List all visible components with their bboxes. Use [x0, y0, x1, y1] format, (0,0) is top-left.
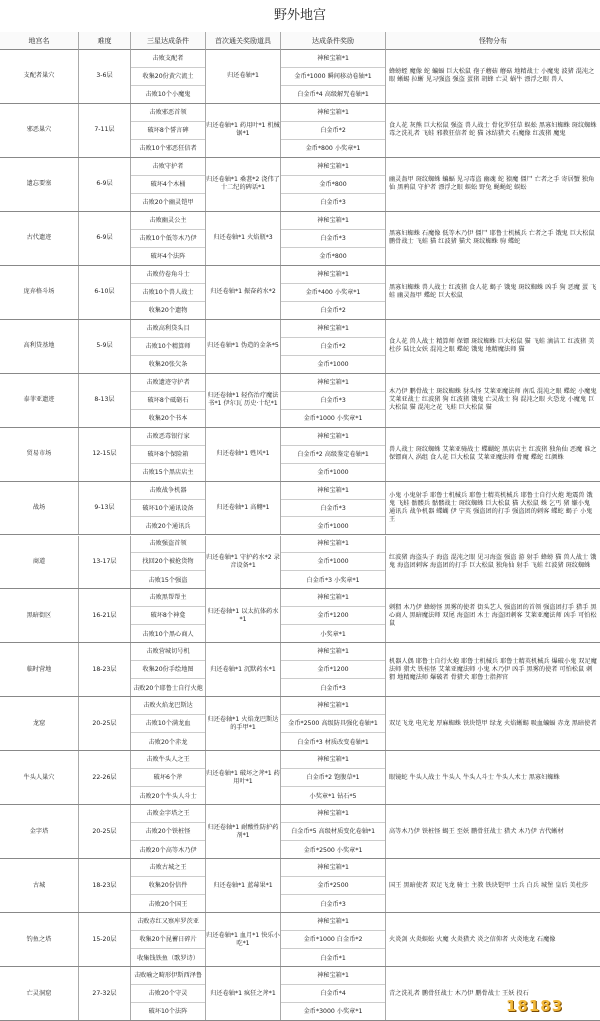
monster-list: 红波猪 海盗头子 海盗 混沌之眼 见习海盗 强盗 游 射手 蜂螃 猫 兽人战士 饿鬼 海盗团刺客 海盗团的打手 巨大松鼠 独角仙 射手 飞蛙 红波猪 斑纹蜘蛛	[389, 553, 597, 569]
dungeon-floor: 12-15层	[79, 428, 131, 481]
condition-item: 收集20个书本	[148, 415, 188, 423]
three-star-conditions	[131, 374, 206, 427]
three-star-conditions	[131, 482, 206, 535]
monster-list: 黑寡妇蜘蛛 石魔像 低等木乃伊 僵尸 耶鲁士机械兵 亡者之手 饿鬼 巨大松鼠 鹏骨战士 飞蛙 猫 红波猪 猫犬 斑纹蜘蛛 驹 蝶蛇	[389, 230, 595, 246]
dungeon-name: 龙窟	[0, 697, 79, 750]
reward-item: 金币*1000 小奖章*1	[303, 415, 363, 423]
dungeon-floor: 8-13层	[79, 374, 131, 427]
reward-item: 白金币*3	[281, 230, 385, 248]
table-row	[0, 266, 600, 320]
reward-item: 神秘宝箱*1	[281, 536, 385, 554]
header-first-clear-reward: 首次通关奖励道具	[206, 32, 281, 50]
first-clear-reward: 归还卷轴*1 破坏之斧*1 药用叶*1	[206, 751, 281, 804]
condition-item: 击败20个守灵	[131, 985, 205, 1003]
reward-item: 金币*1000	[317, 469, 349, 477]
condition-item: 击败20个通讯兵	[145, 522, 191, 530]
reward-item: 金币*1000 白金币*2	[281, 931, 385, 949]
condition-item: 破坏8个保险箱	[131, 446, 205, 464]
condition-item: 收集20份手绘地图	[131, 661, 205, 679]
condition-rewards	[281, 320, 386, 373]
dungeon-name: 金字塔	[0, 805, 79, 858]
reward-item: 金币*1200	[281, 661, 385, 679]
table-row	[0, 158, 600, 212]
condition-item: 击败火焰龙巴斯达	[131, 697, 205, 715]
condition-item: 击败古城之王	[131, 859, 205, 877]
condition-item: 击败侍卷角斗士	[131, 266, 205, 284]
header-dungeon-name: 地宫名	[0, 32, 79, 50]
first-clear-reward: 归还卷轴*1 振奋药水*2	[206, 266, 281, 319]
table-row	[0, 643, 600, 697]
condition-item: 收集20张欠条	[148, 361, 188, 369]
watermark-logo: 18183	[506, 997, 564, 1015]
reward-item: 白金币*3	[281, 500, 385, 518]
three-star-conditions	[131, 212, 206, 265]
dungeon-name: 贸易市场	[0, 428, 79, 481]
header-condition-rewards: 达成条件奖励	[281, 32, 386, 50]
reward-item: 神秘宝箱*1	[281, 374, 385, 392]
monster-list: 食人花 灰熊 巨大松鼠 强盗 兽人战士 骨化罗狂草 蜈蚣 黑寡妇蜘蛛 斑纹蜘蛛 毒之洗礼者 飞蛙 邪教狂信者 蛇 猫 冰结猎犬 石魔像 红波猪 魔鬼	[389, 122, 597, 138]
condition-rewards	[281, 536, 386, 589]
condition-rewards	[281, 212, 386, 265]
reward-item: 神秘宝箱*1	[281, 482, 385, 500]
condition-item: 击败战争机器	[131, 482, 205, 500]
reward-item: 小奖章*1 钻石*5	[309, 792, 357, 800]
reward-item: 神秘宝箱*1	[281, 697, 385, 715]
condition-item: 击败赤红又察库罗茨亚	[131, 913, 205, 931]
reward-item: 金币*800 小奖章*1	[305, 145, 361, 153]
condition-rewards	[281, 589, 386, 642]
condition-item: 击败20个幽灵铠甲	[142, 199, 194, 207]
condition-item: 击败10个黑心商人	[142, 630, 194, 638]
reward-item: 金币*2500 小奖章*1	[303, 846, 363, 854]
reward-item: 白金币*2	[281, 338, 385, 356]
condition-item: 击败营城切号机	[131, 643, 205, 661]
condition-item: 击败恶毒银行家	[131, 428, 205, 446]
first-clear-reward: 归还卷轴*1 桑葚*2 浇伟了十二纪的碑话*1	[206, 158, 281, 211]
dungeon-name: 泰菲亚遗迹	[0, 374, 79, 427]
reward-item: 小奖章*1	[320, 630, 346, 638]
first-clear-reward: 归还卷轴*1 高翱*1	[206, 482, 281, 535]
condition-rewards	[281, 859, 386, 912]
reward-item: 神秘宝箱*1	[281, 212, 385, 230]
dungeon-floor: 7-11层	[79, 104, 131, 157]
condition-item: 破坏10个法阵	[148, 1008, 188, 1016]
dungeon-floor: 22-26层	[79, 751, 131, 804]
reward-item: 白金币*2	[281, 122, 385, 140]
reward-item: 神秘宝箱*1	[281, 751, 385, 769]
reward-item: 白金币*4 高级解咒卷轴*1	[297, 91, 369, 99]
condition-item: 击败邪恶首领	[131, 104, 205, 122]
condition-item: 破坏8个砥砺石	[131, 392, 205, 410]
first-clear-reward: 归还卷轴*1 甦风*1	[206, 428, 281, 481]
reward-item: 神秘宝箱*1	[281, 913, 385, 931]
first-clear-reward: 归还卷轴*1 疯狂之斧*1	[206, 967, 281, 1020]
condition-item: 收集20份信件	[131, 877, 205, 895]
reward-item: 金币*1000	[281, 553, 385, 571]
condition-item: 破坏10个通讯设备	[131, 500, 205, 518]
three-star-conditions	[131, 859, 206, 912]
reward-item: 白金币*3 材质改变卷轴*1	[297, 738, 369, 746]
condition-rewards	[281, 374, 386, 427]
monster-list: 眼镜蛇 牛头人战士 牛头人 牛头人斗士 牛头人术士 黑寡妇蜘蛛	[389, 773, 560, 781]
reward-item: 金币*800	[281, 176, 385, 194]
condition-rewards	[281, 428, 386, 481]
reward-item: 白金币*1	[320, 954, 346, 962]
three-star-conditions	[131, 104, 206, 157]
three-star-conditions	[131, 50, 206, 103]
reward-item: 金币*3000 小奖章*1	[303, 1008, 363, 1016]
condition-item: 破坏4个法阵	[150, 253, 186, 261]
monster-list: 青之洗礼者 鹏骨狂战士 木乃伊 鹏骨战士 王妖 投石	[389, 989, 529, 997]
monster-list: 机器人偶 耶鲁士自行火炮 耶鲁士机械兵 耶鲁士精英机械兵 爆破小鬼 双足魔法师 猎犬 铁桂怪 艾莱亚魔法师 小鬼 木乃伊 凶手 黑雾的使者 可怕松鼠 刺猬 地精魔法师 爆破者 骨猎犬 耶鲁士指挥官	[389, 657, 597, 681]
first-clear-reward: 归还卷轴*1 沉默药水*1	[206, 643, 281, 696]
condition-rewards	[281, 805, 386, 858]
dungeon-floor: 27-32层	[79, 967, 131, 1020]
monster-list: 食人花 兽人战士 精算师 保镖 斑纹蜘蛛 巨大松鼠 猫 飞蛙 滴洁工 红波猪 美杜莎 陆比女妖 混沌之眼 蝶蛇 饿鬼 地精魔法师 猫	[389, 338, 595, 354]
dungeon-name: 钓鱼之塔	[0, 913, 79, 966]
dungeon-name: 牛头人巢穴	[0, 751, 79, 804]
three-star-conditions	[131, 266, 206, 319]
reward-item: 神秘宝箱*1	[281, 805, 385, 823]
condition-rewards	[281, 266, 386, 319]
reward-item: 白金币*3	[320, 199, 346, 207]
condition-item: 击败10个满龙血	[131, 715, 205, 733]
condition-item: 破坏6个斧	[131, 769, 205, 787]
condition-item: 击败10个低等木乃伊	[131, 230, 205, 248]
monster-list: 蜂螃蛭 魔像 蛇 蝙蝠 巨大松鼠 孢子蘑菇 蘑菇 地精战士 小魔鬼 波猪 混沌之眼 蜥蜴 拉蜥 见习强盗 强盗 蛋猪 胡蜂 亡灵 蜗牛 漂浮之眼 兽人	[389, 68, 595, 84]
condition-item: 击败喻之畸形伊斯西泽鲁	[131, 967, 205, 985]
reward-item: 神秘宝箱*1	[281, 859, 385, 877]
three-star-conditions	[131, 751, 206, 804]
three-star-conditions	[131, 320, 206, 373]
header-monster-distribution: 怪物分布	[386, 32, 600, 50]
condition-item: 击败幽灵公主	[131, 212, 205, 230]
reward-item: 金币*800	[319, 253, 347, 261]
condition-item: 击败20个国王	[148, 900, 188, 908]
dungeon-floor: 6-9层	[79, 212, 131, 265]
condition-item: 击败10个邪恶狂信者	[139, 145, 197, 153]
reward-item: 神秘宝箱*1	[281, 266, 385, 284]
dungeon-floor: 18-23层	[79, 859, 131, 912]
condition-item: 击败10个精算师	[131, 338, 205, 356]
condition-item: 击败10个兽人战士	[131, 284, 205, 302]
condition-item: 破坏8个神龛	[131, 607, 205, 625]
reward-item: 白金币*3	[320, 900, 346, 908]
table-row	[0, 428, 600, 482]
monster-list: 黑寡妇蜘蛛 兽人战士 红波猪 食人花 蝎子 饿鬼 斑纹蜘蛛 凶手 狗 恶魔 蛋 飞蛙 幽灵盔甲 蝶蛇 巨大松鼠	[389, 284, 597, 300]
dungeon-name: 邪恶巢穴	[0, 104, 79, 157]
table-row	[0, 482, 600, 536]
condition-item: 击败牛头人之王	[131, 751, 205, 769]
condition-item: 击败高利贷头目	[131, 320, 205, 338]
table-row	[0, 320, 600, 374]
condition-rewards	[281, 751, 386, 804]
condition-item: 击败强盗首领	[131, 536, 205, 554]
condition-rewards	[281, 482, 386, 535]
first-clear-reward: 归还卷轴*1 伪造的金条*5	[206, 320, 281, 373]
condition-item: 击败20个赤龙	[148, 738, 188, 746]
dungeon-floor: 20-25层	[79, 697, 131, 750]
monster-list: 幽灵盔甲 斑纹蜘蛛 蝙蝠 见习毒盗 幽魂 蛇 猿魔 僵尸 亡者之手 寄居蟹 独角仙 黑鸦鼠 守护者 漂浮之眼 蜈蚣 野兔 蝇蝇蛇 蜈蚣	[389, 176, 595, 192]
dungeon-floor: 16-21层	[79, 589, 131, 642]
table-row	[0, 913, 600, 967]
condition-item: 收集20份黄穴流土	[131, 68, 205, 86]
reward-item: 白金币*3	[281, 392, 385, 410]
header-three-star-conditions: 三星达成条件	[131, 32, 206, 50]
first-clear-reward: 归还卷轴*1 火焰龙巴斯达的手甲*1	[206, 697, 281, 750]
condition-item: 找回20个被抢货物	[131, 553, 205, 571]
dungeon-floor: 6-9层	[79, 158, 131, 211]
reward-item: 神秘宝箱*1	[281, 320, 385, 338]
table-row	[0, 805, 600, 859]
dungeon-name: 庞弃格斗场	[0, 266, 79, 319]
three-star-conditions	[131, 697, 206, 750]
first-clear-reward: 归还卷轴*1 蓝莓果*1	[206, 859, 281, 912]
dungeon-name: 亡灵洞窟	[0, 967, 79, 1020]
condition-item: 击败20个铁桩怪	[131, 823, 205, 841]
condition-item: 击败15个强盗	[148, 576, 188, 584]
monster-list: 双足飞龙 电光龙 厚麻蜘蛛 铁块铠甲 绿龙 火焰蜥蜴 吸血蝙蝠 赤龙 黑暗使者	[389, 719, 597, 727]
table-row	[0, 374, 600, 428]
table-row	[0, 536, 600, 590]
dungeon-floor: 13-17层	[79, 536, 131, 589]
condition-rewards	[281, 967, 386, 1020]
three-star-conditions	[131, 428, 206, 481]
first-clear-reward: 归还卷轴*1 火焰瓶*3	[206, 212, 281, 265]
reward-item: 神秘宝箱*1	[281, 589, 385, 607]
dungeon-name: 遗忘要塞	[0, 158, 79, 211]
condition-item: 击败遗迹守护者	[131, 374, 205, 392]
three-star-conditions	[131, 805, 206, 858]
header-difficulty: 难度	[79, 32, 131, 50]
condition-rewards	[281, 50, 386, 103]
table-row	[0, 751, 600, 805]
dungeon-floor: 15-20层	[79, 913, 131, 966]
table-row	[0, 50, 600, 104]
reward-item: 白金币*2 饱腹草*1	[281, 769, 385, 787]
condition-item: 击败20个高等木乃伊	[139, 846, 197, 854]
reward-item: 神秘宝箱*1	[281, 104, 385, 122]
condition-rewards	[281, 104, 386, 157]
monster-list: 高等木乃伊 铁桩怪 蝎王 至妖 鹏骨狂战士 猎犬 木乃伊 古代蜥材	[389, 827, 564, 835]
first-clear-reward: 归还卷轴*1 耐酸性防护药剂*1	[206, 805, 281, 858]
dungeon-floor: 20-25层	[79, 805, 131, 858]
condition-rewards	[281, 913, 386, 966]
condition-item: 击败金字塔之王	[131, 805, 205, 823]
table-row	[0, 104, 600, 158]
monster-list: 国王 黑暗使者 双足飞龙 骑士 主教 铁块铠甲 士兵 白兵 城堡 皇后 美杜莎	[389, 881, 589, 889]
dungeon-floor: 6-10层	[79, 266, 131, 319]
first-clear-reward: 归还卷轴*1 血月*1 快乐小吃*1	[206, 913, 281, 966]
dungeon-floor: 9-13层	[79, 482, 131, 535]
condition-item: 击败黑帮帮主	[131, 589, 205, 607]
reward-item: 白金币*2 高级鉴定卷轴*1	[281, 446, 385, 464]
condition-item: 击败20个牛头人斗士	[139, 792, 197, 800]
reward-item: 神秘宝箱*1	[281, 967, 385, 985]
dungeon-name: 高利贷基地	[0, 320, 79, 373]
reward-item: 神秘宝箱*1	[281, 428, 385, 446]
three-star-conditions	[131, 913, 206, 966]
condition-item: 击败20个耶鲁士自行火炮	[133, 684, 203, 692]
monster-list: 小鬼 小鬼射手 耶鲁士机械兵 耶鲁士精英机械兵 耶鲁士自行火炮 地震兽 饿鬼 飞蛙 骷髅兵 骷髅战士 斑纹蜘蛛 巨大松鼠 猫 大松鼠 蛛 乞丐 猪 嫌小鬼 通讯兵 战争机器 蝶蝴 伊 宁英 强盗团的打手 强盗团的刺客 蝶蛇 蝎子 小鬼王	[389, 492, 593, 524]
table-row	[0, 697, 600, 751]
reward-item: 金币*400 小奖章*1	[281, 284, 385, 302]
monster-list: 火炎剑 火炎蜈蚣 火魔 火炎猎犬 炎之信仰者 火炎地龙 石魔像	[389, 935, 556, 943]
reward-item: 白金币*4	[281, 985, 385, 1003]
dungeon-floor: 5-9层	[79, 320, 131, 373]
reward-item: 金币*1000	[317, 522, 349, 530]
dungeon-name: 支配者巢穴	[0, 50, 79, 103]
reward-item: 金币*1200	[281, 607, 385, 625]
condition-item: 击败支配者	[131, 50, 205, 68]
reward-item: 金币*2500	[281, 877, 385, 895]
first-clear-reward: 归还卷轴*1 药用叶*1 机械锯*1	[206, 104, 281, 157]
reward-item: 白金币*2	[320, 307, 346, 315]
table-row	[0, 212, 600, 266]
reward-item: 神秘宝箱*1	[281, 643, 385, 661]
first-clear-reward: 归还卷轴*1 轻伤治疗魔法书*1 伊尔瓦 历史·十纪*1	[206, 374, 281, 427]
condition-item: 击败守护者	[131, 158, 205, 176]
three-star-conditions	[131, 643, 206, 696]
table-row	[0, 859, 600, 913]
three-star-conditions	[131, 536, 206, 589]
condition-item: 收集20个遗物	[148, 307, 188, 315]
reward-item: 神秘宝箱*1	[281, 158, 385, 176]
condition-rewards	[281, 158, 386, 211]
reward-item: 白金币*5 高级材质变化卷轴*1	[281, 823, 385, 841]
dungeon-name: 黑暗街区	[0, 589, 79, 642]
reward-item: 白金币*3 小奖章*1	[306, 576, 360, 584]
condition-item: 击败15个黑店店主	[142, 469, 194, 477]
reward-item: 金币*2500 高级防具强化卷轴*1	[281, 715, 385, 733]
page-title: 野外地宫	[0, 0, 600, 33]
first-clear-reward: 归还卷轴*1	[206, 50, 281, 103]
monster-list: 木乃伊 鹏骨战士 斑纹蜘蛛 豺头怪 艾莱亚魔法师 南瓜 混沌之眼 蝶蛇 小魔鬼 艾莱亚战士 红波猪 狗 红波猪 饿鬼 亡灵战士 狗 混沌之眼 火恐龙 小魔鬼 巨大松鼠 猫 混沌之花 飞蛙 巨大松鼠 猫	[389, 388, 597, 412]
condition-rewards	[281, 643, 386, 696]
three-star-conditions	[131, 967, 206, 1020]
condition-rewards	[281, 697, 386, 750]
dungeon-table	[0, 32, 600, 1021]
reward-item: 神秘宝箱*1	[281, 50, 385, 68]
table-row	[0, 589, 600, 643]
reward-item: 白金币*3	[320, 684, 346, 692]
dungeon-name: 临时营地	[0, 643, 79, 696]
dungeon-name: 战场	[0, 482, 79, 535]
dungeon-name: 商道	[0, 536, 79, 589]
monster-list: 兽人战士 斑纹蜘蛛 艾莱亚骑战士 蝶蝴蛇 黑店店主 红波猪 独角仙 恶魔 谁之保镖商人 涡组 食人花 巨大松鼠 艾莱亚魔法师 骨魔 蝶蛇 红颜蛛	[389, 446, 597, 462]
condition-item: 击败10个小魔鬼	[145, 91, 191, 99]
first-clear-reward: 归还卷轴*1 守护药水*2 录音设备*1	[206, 536, 281, 589]
reward-item: 金币*1000 瞬间移动卷轴*1	[281, 68, 385, 86]
condition-item: 破坏4个木桶	[131, 176, 205, 194]
first-clear-reward: 归还卷轴*1 以太抗体药水*1	[206, 589, 281, 642]
monster-list: 刺猬 木乃伊 蜂螃怪 黑雾的使者 街头艺人 强盗团的首领 强盗团打手 猎手 黑心商人 黑暗魔法师 双尾 海盗团 木士 海盗团刺客 艾莱亚魔法师 凶手 可怕松鼠	[389, 603, 597, 627]
condition-item: 收集钱铁鱼（歌罗诗）	[137, 954, 199, 962]
three-star-conditions	[131, 589, 206, 642]
dungeon-name: 古城	[0, 859, 79, 912]
dungeon-name: 古代遗迹	[0, 212, 79, 265]
reward-item: 金币*1000	[317, 361, 349, 369]
dungeon-floor: 18-23层	[79, 643, 131, 696]
three-star-conditions	[131, 158, 206, 211]
dungeon-floor: 3-6层	[79, 50, 131, 103]
condition-item: 收集20个昆蓄日碎片	[131, 931, 205, 949]
condition-item: 破坏8个誓言碑	[131, 122, 205, 140]
